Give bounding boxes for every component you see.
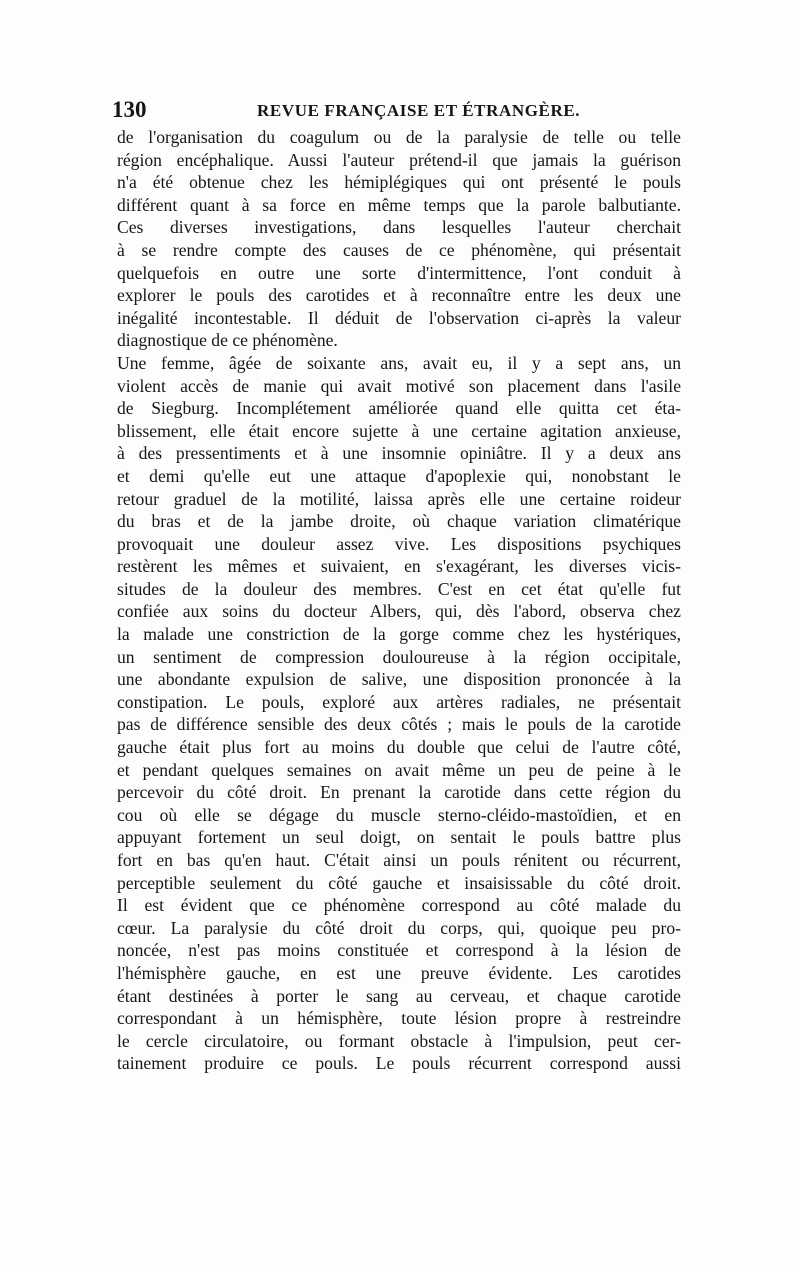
text-line: l'hémisphère gauche, en est une preuve évidente. Les carotides [117, 962, 681, 983]
text-line: percevoir du côté droit. En prenant la carotide dans cette région du [117, 782, 681, 803]
text-line: pas de différence sensible des deux côtés ; mais le pouls de la carotide [117, 714, 681, 735]
text-line: confiée aux soins du docteur Albers, qui, dès l'abord, observa chez [117, 601, 681, 622]
text-line: et pendant quelques semaines on avait même un peu de peine à le [117, 759, 681, 780]
text-line: noncée, n'est pas moins constituée et correspond à la lésion de [117, 940, 681, 961]
text-line: cœur. La paralysie du côté droit du corps, qui, quoique peu pro- [117, 917, 681, 938]
text-line: de Siegburg. Incomplétement améliorée quand elle quitta cet éta- [117, 398, 681, 419]
text-line: à se rendre compte des causes de ce phénomène, qui présentait [117, 239, 681, 260]
text-line: cou où elle se dégage du muscle sterno-cléido-mastoïdien, et en [117, 804, 681, 825]
text-line: correspondant à un hémisphère, toute lésion propre à restreindre [117, 1008, 681, 1029]
text-line: quelquefois en outre une sorte d'intermittence, l'ont conduit à [117, 262, 681, 283]
text-line: du bras et de la jambe droite, où chaque variation climatérique [117, 511, 681, 532]
text-line: blissement, elle était encore sujette à une certaine agitation anxieuse, [117, 420, 681, 441]
text-line: n'a été obtenue chez les hémiplégiques qui ont présenté le pouls [117, 172, 681, 193]
text-line: appuyant fortement un seul doigt, on sentait le pouls battre plus [117, 827, 681, 848]
text-line: région encéphalique. Aussi l'auteur prétend-il que jamais la guérison [117, 149, 681, 170]
text-line: le cercle circulatoire, ou formant obstacle à l'impulsion, peut cer- [117, 1030, 681, 1051]
text-line: à des pressentiments et à une insomnie opiniâtre. Il y a deux ans [117, 443, 681, 464]
text-line: gauche était plus fort au moins du double que celui de l'autre côté, [117, 737, 681, 758]
text-line: la malade une constriction de la gorge comme chez les hystériques, [117, 624, 681, 645]
text-line: explorer le pouls des carotides et à reconnaître entre les deux une [117, 285, 681, 306]
text-line: restèrent les mêmes et suivaient, en s'exagérant, les diverses vicis- [117, 556, 681, 577]
text-line: constipation. Le pouls, exploré aux artères radiales, ne présentait [117, 691, 681, 712]
text-line: et demi qu'elle eut une attaque d'apoplexie qui, nonobstant le [117, 465, 681, 486]
running-head: REVUE FRANÇAISE ET ÉTRANGÈRE. [257, 101, 581, 120]
text-line: provoquait une douleur assez vive. Les dispositions psychiques [117, 533, 681, 554]
text-line: Ces diverses investigations, dans lesquelles l'auteur cherchait [117, 217, 681, 238]
body-text [117, 126, 681, 1075]
text-line: une abondante expulsion de salive, une disposition prononcée à la [117, 669, 681, 690]
text-line: de l'organisation du coagulum ou de la paralysie de telle ou telle [117, 127, 681, 147]
text-line: fort en bas qu'en haut. C'était ainsi un pouls rénitent ou récurrent, [117, 850, 681, 870]
text-line: inégalité incontestable. Il déduit de l'observation ci-après la valeur [117, 307, 681, 328]
page-header [112, 97, 682, 127]
page-number: 130 [112, 97, 147, 122]
text-line: retour graduel de la motilité, laissa après elle une certaine roideur [117, 488, 681, 509]
text-line: un sentiment de compression douloureuse à la région occipitale, [117, 646, 681, 667]
text-line: violent accès de manie qui avait motivé son placement dans l'asile [117, 375, 681, 396]
text-line: Une femme, âgée de soixante ans, avait eu, il y a sept ans, un [117, 352, 681, 373]
text-line: Il est évident que ce phénomène correspond au côté malade du [117, 895, 681, 916]
text-line: tainement produire ce pouls. Le pouls récurrent correspond aussi [117, 1053, 681, 1074]
text-line: perceptible seulement du côté gauche et insaisissable du côté droit. [117, 872, 681, 893]
text-line: situdes de la douleur des membres. C'est en cet état qu'elle fut [117, 578, 681, 599]
text-line: diagnostique de ce phénomène. [117, 330, 338, 351]
text-line: différent quant à sa force en même temps que la parole balbutiante. [117, 194, 681, 215]
text-line: étant destinées à porter le sang au cerveau, et chaque carotide [117, 985, 681, 1006]
